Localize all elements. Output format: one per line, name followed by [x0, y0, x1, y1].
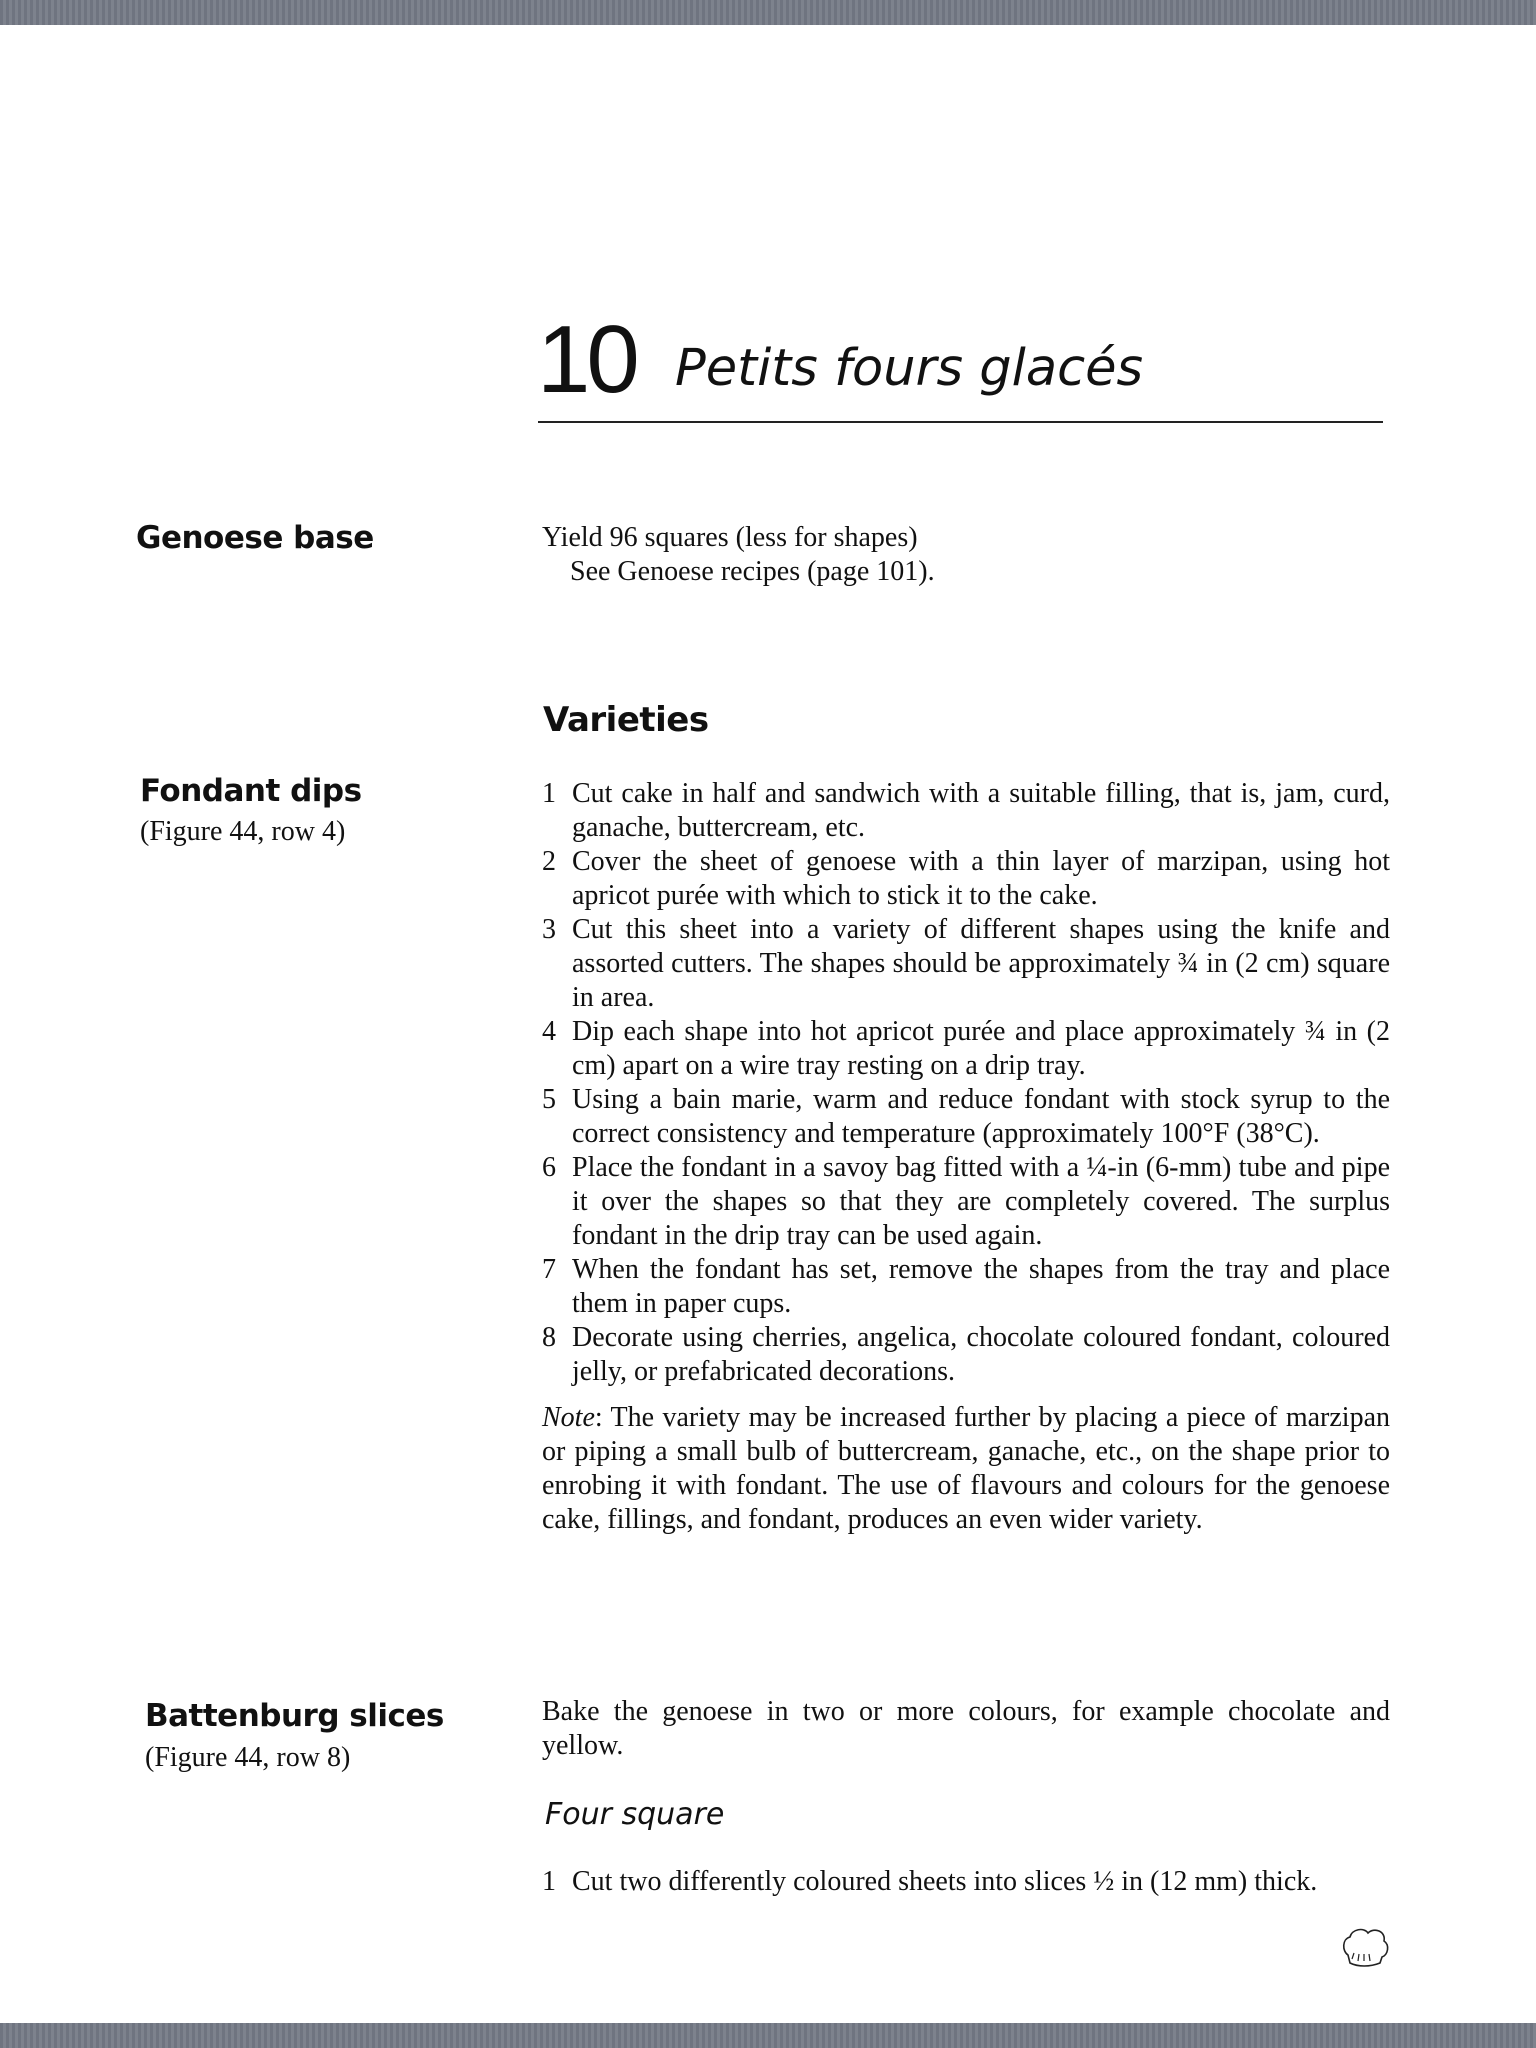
fondant-dips-steps — [542, 777, 1390, 1537]
step-number: 3 — [542, 914, 556, 945]
viewer-top-bar — [0, 0, 1536, 25]
battenburg-intro: Bake the genoese in two or more colours, for example chocolate and yellow. — [542, 1696, 1390, 1761]
step-number: 5 — [542, 1084, 556, 1115]
fondant-dips-figure-ref: (Figure 44, row 4) — [140, 816, 346, 847]
step-text: Cut this sheet into a variety of different shapes using the knife and assorted cutters. The shapes should be approximately ¾ in (2 cm) square in area. — [572, 914, 1390, 1013]
see-recipes-line: See Genoese recipes (page 101). — [570, 556, 935, 587]
step-text: Dip each shape into hot apricot purée and place approximately ¾ in (2 cm) apart on a wire tray resting on a drip tray. — [572, 1016, 1390, 1081]
battenburg-figure-ref: (Figure 44, row 8) — [145, 1742, 351, 1773]
fondant-step — [542, 1151, 1390, 1253]
battenburg-steps — [542, 1865, 1390, 1899]
chapter-rule — [538, 421, 1383, 423]
step-number: 1 — [542, 1866, 556, 1897]
fondant-step — [542, 1083, 1390, 1151]
step-text: Place the fondant in a savoy bag fitted with a ¼-in (6-mm) tube and pipe it over the shapes so that they are completely covered. The surplus fondant in the drip tray can be used again. — [572, 1152, 1390, 1251]
step-number: 2 — [542, 846, 556, 877]
fondant-step — [542, 913, 1390, 1015]
step-text: When the fondant has set, remove the shapes from the tray and place them in paper cups. — [572, 1254, 1390, 1319]
chapter-title: Petits fours glacés — [675, 339, 1144, 398]
step-text: Decorate using cherries, angelica, chocolate coloured fondant, coloured jelly, or prefabricated decorations. — [572, 1322, 1390, 1387]
yield-line: Yield 96 squares (less for shapes) — [542, 522, 918, 553]
chapter-number: 10 — [537, 306, 636, 413]
step-text: Using a bain marie, warm and reduce fondant with stock syrup to the correct consistency and temperature (approximately 100°F (38°C). — [572, 1084, 1390, 1149]
step-number: 6 — [542, 1152, 556, 1183]
fondant-step — [542, 845, 1390, 913]
step-number: 7 — [542, 1254, 556, 1285]
battenburg-heading: Battenburg slices — [145, 1698, 444, 1734]
step-number: 4 — [542, 1016, 556, 1047]
battenburg-step — [542, 1865, 1390, 1899]
step-number: 1 — [542, 778, 556, 809]
fondant-dips-heading: Fondant dips — [140, 773, 362, 809]
step-text: Cover the sheet of genoese with a thin layer of marzipan, using hot apricot purée with which to stick it to the cake. — [572, 846, 1390, 911]
fondant-step — [542, 1015, 1390, 1083]
fondant-step — [542, 1321, 1390, 1389]
four-square-heading: Four square — [545, 1797, 725, 1832]
genoese-base-heading: Genoese base — [136, 520, 374, 556]
fondant-step — [542, 1253, 1390, 1321]
varieties-heading: Varieties — [543, 700, 709, 740]
step-number: 8 — [542, 1322, 556, 1353]
viewer-bottom-bar — [0, 2023, 1536, 2048]
genoese-base-text — [542, 521, 1390, 589]
step-text: Cut cake in half and sandwich with a suitable filling, that is, jam, curd, ganache, buttercream, etc. — [572, 778, 1390, 843]
fondant-note — [542, 1401, 1390, 1537]
fondant-step — [542, 777, 1390, 845]
step-text: Cut two differently coloured sheets into slices ½ in (12 mm) thick. — [572, 1866, 1318, 1897]
note-label: Note — [542, 1402, 595, 1433]
note-text: : The variety may be increased further by placing a piece of marzipan or piping a small bulb of buttercream, ganache, etc., on the shape prior to enrobing it with fondant. The use of flavours and colours for the genoese cake, fillings, and fondant, produces an even wider variety. — [542, 1402, 1390, 1535]
chef-hat-icon — [1340, 1925, 1390, 1969]
